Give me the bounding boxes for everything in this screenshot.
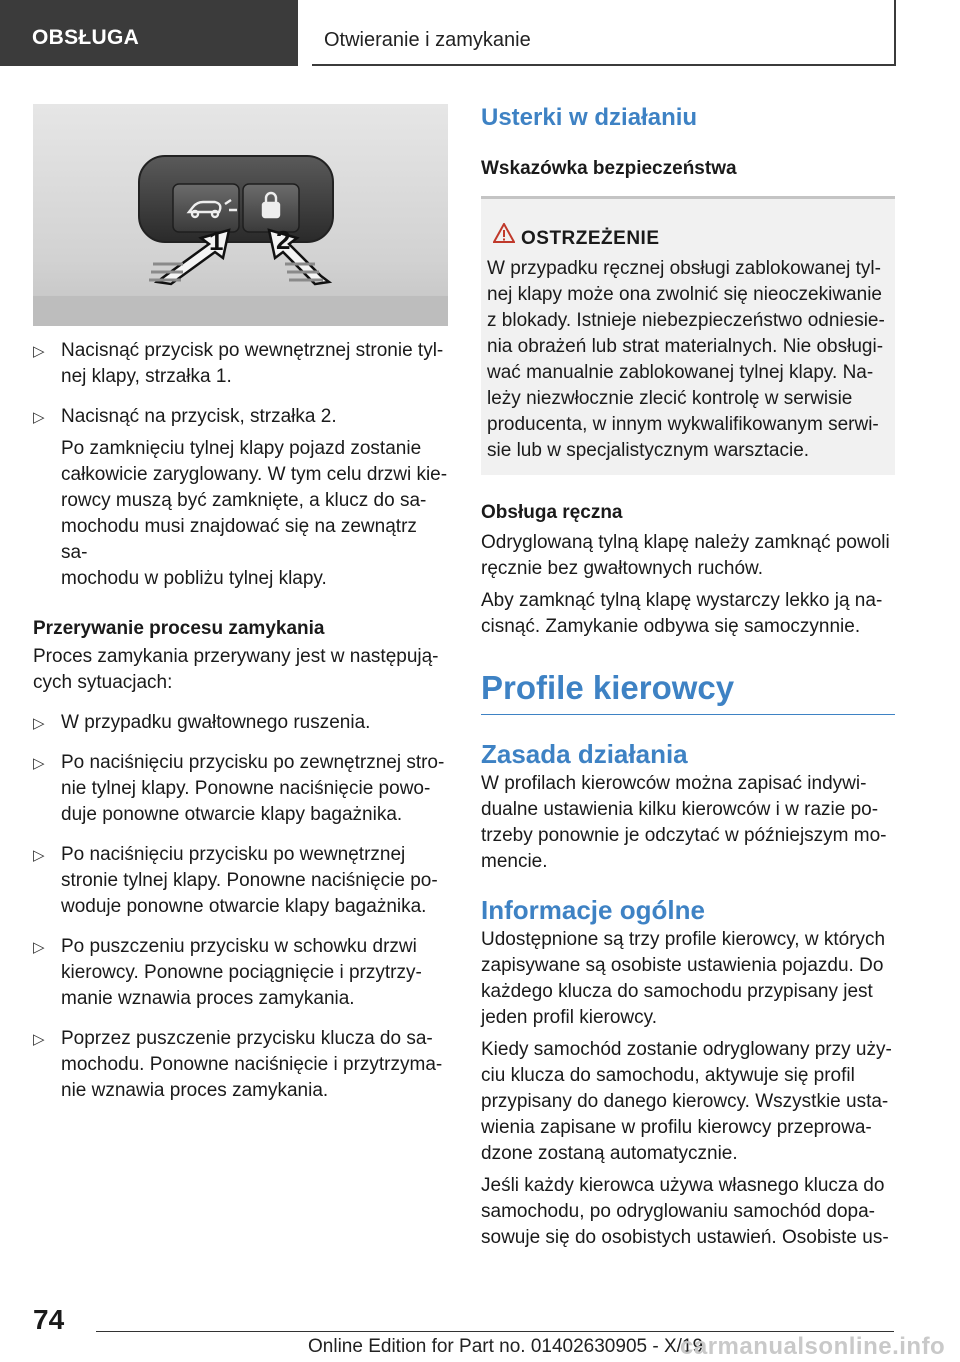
triangle-bullet-icon: ▷ [33, 847, 45, 864]
callout-1: 1 [209, 226, 224, 256]
step-note: Po zamknięciu tylnej klapy pojazd zostanie całkowicie zaryglowany. W tym celu drzwi kie- rowcy muszą być zamknięte, a klucz do sa- mochodu musi znajdować się na zewnątrz sa- mochodu w pobliżu tylnej klapy. [61, 438, 448, 589]
principle-text: W profilach kierowców można zapisać indywi- dualne ustawienia kilku kierowców i w razie po- trzeby ponownie je odczytać w późniejszym mo- mencie. [481, 773, 887, 872]
list-item [33, 338, 448, 390]
manual-heading: Obsługa ręczna [481, 502, 623, 523]
triangle-bullet-icon: ▷ [33, 409, 45, 426]
section-label: OBSŁUGA [32, 26, 140, 49]
safety-heading: Wskazówka bezpieczeństwa [481, 158, 737, 179]
general-paragraph-1: Udostępnione są trzy profile kierowcy, w których zapisywane są osobiste ustawienia pojazdu. Do każdego klucza do samochodu przypisany jest jeden profil kierowcy. [481, 929, 886, 1028]
tailgate-buttons-figure [33, 104, 448, 326]
general-paragraph-2: Kiedy samochód zostanie odryglowany przy uży- ciu klucza do samochodu, aktywuje się profil przypisany do danego kierowcy. Wszystkie usta- wienia zapisane w profilu kierowcy przeprowa- dzone zostaną automatycznie. [481, 1039, 892, 1164]
right-column-top [481, 104, 895, 182]
list-item [33, 934, 448, 1012]
profiles-heading: Profile kierowcy [481, 668, 895, 715]
footer-divider [96, 1331, 894, 1332]
page-header [0, 0, 960, 66]
triangle-bullet-icon: ▷ [33, 1031, 45, 1048]
page-number: 74 [33, 1304, 65, 1335]
list-item [33, 1026, 448, 1104]
list-item [33, 842, 448, 920]
triangle-bullet-icon: ▷ [33, 343, 45, 360]
section-tab [0, 0, 298, 66]
warning-title: OSTRZEŻENIE [521, 228, 660, 249]
triangle-bullet-icon: ▷ [33, 755, 45, 772]
right-column-bottom [481, 500, 895, 1251]
step-text: Nacisnąć na przycisk, strzałka 2. [61, 406, 337, 427]
step-text: Nacisnąć przycisk po wewnętrznej stronie tyl- nej klapy, strzałka 1. [61, 340, 444, 387]
list-item [33, 710, 448, 736]
watermark: carmanualsonline.info [680, 1333, 946, 1360]
bullet-text: Po puszczeniu przycisku w schowku drzwi kierowcy. Ponowne pociągnięcie i przytrzy- manie wznawia proces zamykania. [61, 936, 422, 1009]
warning-triangle-icon [493, 223, 515, 243]
list-item [33, 750, 448, 828]
malfunction-heading: Usterki w działaniu [481, 104, 698, 131]
triangle-bullet-icon: ▷ [33, 715, 45, 732]
warning-text: W przypadku ręcznej obsługi zablokowanej tyl- nej klapy może ona zwolnić się nieoczekiwanie z blokady. Istnieje niebezpieczeństwo odniesie- nia obrażeń lub strat materialnych. Nie obsługi- wać manualnie zablokowanej tylnej klapy. Na- leży niezwłocznie zlecić kontrolę w serwisie producenta, w innym wykwalifikowanym serwi- sie lub w specjalistycznym warsztacie. [487, 258, 885, 461]
chapter-label: Otwieranie i zamykanie [324, 29, 531, 51]
manual-paragraph-2: Aby zamknąć tylną klapę wystarczy lekko ją na- cisnąć. Zamykanie odbywa się samoczynnie. [481, 590, 883, 637]
bullet-text: Po naciśnięciu przycisku po wewnętrznej stronie tylnej klapy. Ponowne naciśnięcie po- woduje ponowne otwarcie klapy bagażnika. [61, 844, 438, 917]
manual-paragraph-1: Odryglowaną tylną klapę należy zamknąć powoli ręcznie bez gwałtownych ruchów. [481, 532, 890, 579]
general-paragraph-3: Jeśli każdy kierowca używa własnego klucza do samochodu, po odryglowaniu samochód dopa- sowuje się do osobistych ustawień. Osobiste us- [481, 1175, 889, 1248]
principle-heading: Zasada działania [481, 739, 688, 769]
triangle-bullet-icon: ▷ [33, 939, 45, 956]
edition-footer: Online Edition for Part no. 01402630905 - X/19 [308, 1336, 704, 1357]
list-item [33, 404, 448, 430]
left-column [33, 338, 448, 1104]
warning-box [481, 196, 895, 475]
bullet-text: Po naciśnięciu przycisku po zewnętrznej stro- nie tylnej klapy. Ponowne naciśnięcie powo- duje ponowne otwarcie klapy bagażnika. [61, 752, 445, 825]
chapter-tab [312, 0, 896, 66]
callout-2: 2 [276, 225, 291, 255]
interrupt-heading: Przerywanie procesu zamykania [33, 618, 325, 639]
tailgate-buttons-illustration [33, 104, 448, 326]
instruction-steps [33, 338, 448, 430]
interrupt-intro: Proces zamykania przerywany jest w następują- cych sytuacjach: [33, 646, 439, 693]
bullet-text: Poprzez puszczenie przycisku klucza do sa- mochodu. Ponowne naciśnięcie i przytrzyma- nie wznawia proces zamykania. [61, 1028, 443, 1101]
bullet-text: W przypadku gwałtownego ruszenia. [61, 712, 371, 733]
interrupt-list [33, 710, 448, 1104]
general-heading: Informacje ogólne [481, 895, 705, 925]
